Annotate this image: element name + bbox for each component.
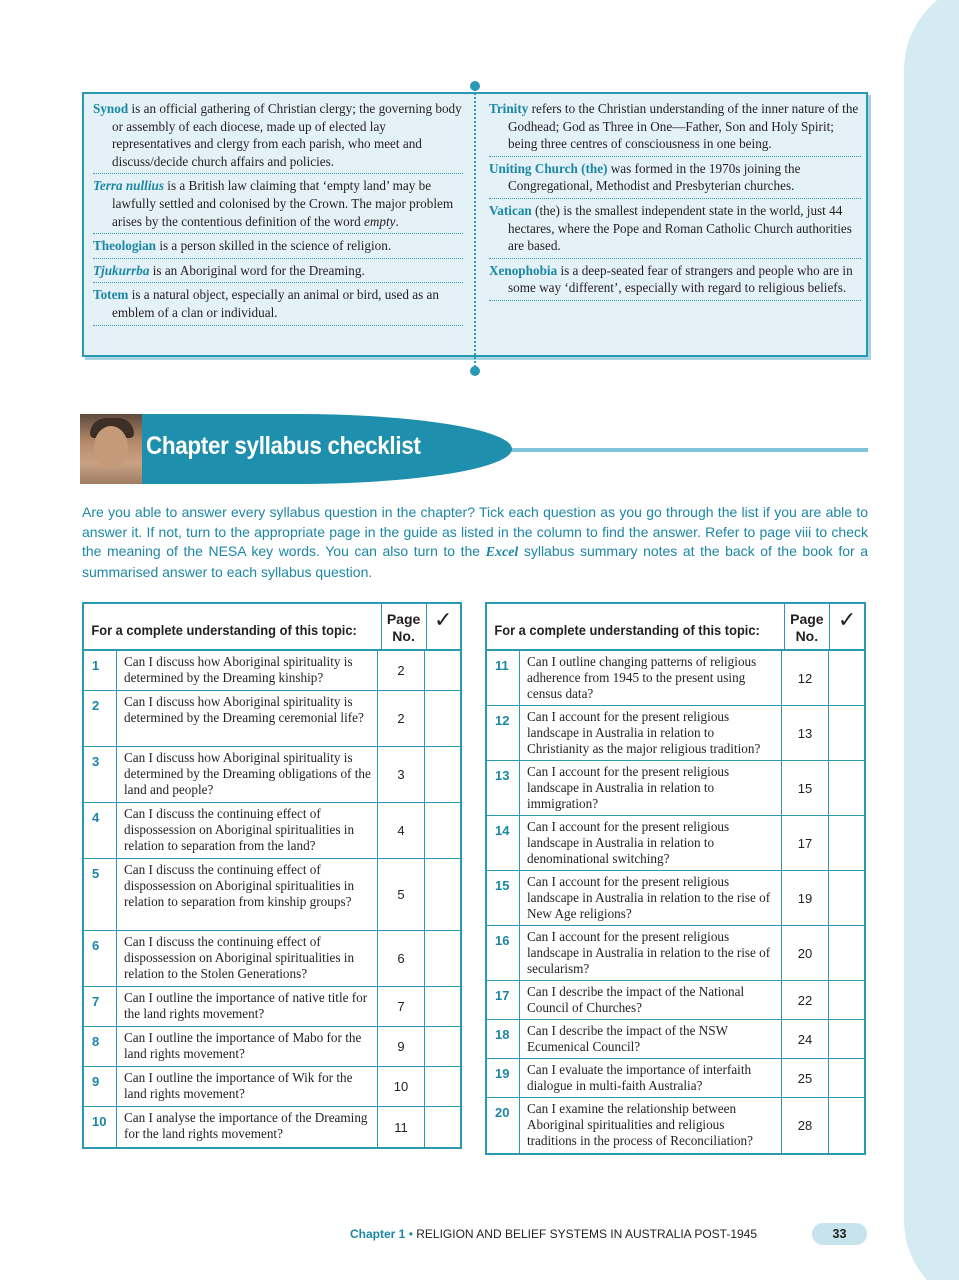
tick-box[interactable] xyxy=(828,816,864,870)
student-photo xyxy=(80,414,142,484)
glossary-term: Totem xyxy=(93,287,129,303)
tick-icon: ✓ xyxy=(426,604,460,649)
page-number: 2 xyxy=(377,691,424,746)
glossary-entry xyxy=(489,100,861,157)
intro-paragraph xyxy=(82,503,868,582)
glossary-emphasis: empty xyxy=(363,213,396,229)
glossary-column-left xyxy=(93,100,463,326)
question-text: Can I discuss the continuing effect of dispossession on Aboriginal spiritualities in relation to separation from the land? xyxy=(124,806,355,853)
page-number: 4 xyxy=(377,803,424,858)
question-number: 14 xyxy=(487,816,520,870)
photo-face xyxy=(94,426,128,468)
table-row xyxy=(487,981,864,1020)
glossary-definition: is an official gathering of Christian clergy; the governing body or assembly of each diocese, made up of elected lay representatives and clergy from each parish, who meet and discuss/decide church affairs and policies. xyxy=(112,101,462,169)
page-number: 5 xyxy=(377,859,424,930)
glossary-term: Uniting Church (the) xyxy=(489,160,608,176)
question-text: Can I discuss how Aboriginal spirituality is determined by the Dreaming ceremonial life? xyxy=(124,694,364,725)
page-number: 13 xyxy=(781,706,828,760)
header-topic: For a complete understanding of this topic: xyxy=(494,622,760,638)
tick-box[interactable] xyxy=(828,1059,864,1097)
glossary-term: Trinity xyxy=(489,101,529,116)
question-text: Can I account for the present religious landscape in Australia in relation to the rise of secularism? xyxy=(527,929,771,976)
glossary-definition: refers to the Christian understanding of the inner nature of the Godhead; God as Three in One—Father, Son and Holy Spirit; being three centres of consciousness in one being. xyxy=(508,101,859,152)
table-row xyxy=(487,871,864,926)
question-number: 19 xyxy=(487,1059,520,1097)
divider-dot-top xyxy=(470,81,480,91)
tick-box[interactable] xyxy=(828,1098,864,1153)
question-number: 5 xyxy=(84,859,117,930)
glossary-definition: is a natural object, especially an animal or bird, used as an emblem of a clan or individual. xyxy=(112,287,439,320)
question-number: 12 xyxy=(487,706,520,760)
table-header xyxy=(487,604,864,651)
question-text: Can I account for the present religious landscape in Australia in relation to the rise of New Age religions? xyxy=(527,874,771,921)
page-number: 17 xyxy=(781,816,828,870)
table-row xyxy=(487,1059,864,1098)
table-row xyxy=(487,1020,864,1059)
glossary-definition: is a British law claiming that ‘empty land’ may be lawfully settled and colonised by the Crown. The major problem arises by the contentious definition of the word xyxy=(112,178,454,229)
page-number: 25 xyxy=(781,1059,828,1097)
glossary-entry xyxy=(93,177,463,234)
intro-text-end: syllabus summary notes at the back of the book for a summarised answer to each syllabus question. xyxy=(82,543,868,580)
table-row xyxy=(84,987,460,1027)
table-row xyxy=(84,747,460,803)
question-number: 15 xyxy=(487,871,520,925)
question-text: Can I discuss how Aboriginal spirituality is determined by the Dreaming kinship? xyxy=(124,654,353,685)
question-number: 2 xyxy=(84,691,117,746)
table-row xyxy=(84,1107,460,1147)
glossary-entry xyxy=(489,202,861,259)
question-text: Can I outline the importance of Wik for the land rights movement? xyxy=(124,1070,353,1101)
question-number: 9 xyxy=(84,1067,117,1106)
tick-icon: ✓ xyxy=(829,604,864,649)
glossary-definition: is a deep-seated fear of strangers and people who are in some way ‘different’, especially with regard to religious beliefs. xyxy=(508,262,853,296)
tick-box[interactable] xyxy=(828,761,864,815)
tick-box[interactable] xyxy=(424,651,460,690)
page-number: 2 xyxy=(377,651,424,690)
question-number: 6 xyxy=(84,931,117,986)
table-row xyxy=(487,1098,864,1153)
footer-title: RELIGION AND BELIEF SYSTEMS IN AUSTRALIA POST-1945 xyxy=(416,1227,758,1241)
glossary-definition: (the) is the smallest independent state in the world, just 44 hectares, where the Pope and Roman Catholic Church authorities are based. xyxy=(508,202,852,254)
page-number: 15 xyxy=(781,761,828,815)
question-text: Can I discuss the continuing effect of dispossession on Aboriginal spiritualities in relation to the Stolen Generations? xyxy=(124,934,355,981)
tick-box[interactable] xyxy=(424,1067,460,1106)
page-number: 22 xyxy=(781,981,828,1019)
question-text: Can I evaluate the importance of interfaith dialogue in multi-faith Australia? xyxy=(527,1062,752,1093)
page-number: 11 xyxy=(377,1107,424,1147)
page-number: 3 xyxy=(377,747,424,802)
table-row xyxy=(84,859,460,931)
question-text: Can I discuss how Aboriginal spirituality is determined by the Dreaming obligations of the land and people? xyxy=(124,750,371,797)
question-number: 1 xyxy=(84,651,117,690)
table-row xyxy=(487,761,864,816)
question-text: Can I outline the importance of Mabo for the land rights movement? xyxy=(124,1030,362,1061)
page-edge-decoration xyxy=(904,0,959,1280)
excel-brand: Excel xyxy=(485,545,519,561)
tick-box[interactable] xyxy=(424,931,460,986)
tick-box[interactable] xyxy=(828,706,864,760)
tick-box[interactable] xyxy=(424,1107,460,1147)
banner-title: Chapter syllabus checklist xyxy=(146,432,421,460)
table-row xyxy=(487,926,864,981)
footer-chapter: Chapter 1 xyxy=(350,1227,406,1241)
question-number: 8 xyxy=(84,1027,117,1066)
glossary-definition: was formed in the 1970s joining the Congregational, Methodist and Presbyterian churches. xyxy=(508,160,801,194)
question-text: Can I describe the impact of the National Council of Churches? xyxy=(527,984,745,1015)
question-number: 13 xyxy=(487,761,520,815)
question-number: 7 xyxy=(84,987,117,1026)
question-number: 18 xyxy=(487,1020,520,1058)
page-number: 7 xyxy=(377,987,424,1026)
question-number: 16 xyxy=(487,926,520,980)
question-number: 20 xyxy=(487,1098,520,1153)
divider-dot-bottom xyxy=(470,366,480,376)
glossary-divider xyxy=(474,86,476,370)
tick-box[interactable] xyxy=(424,803,460,858)
running-footer xyxy=(350,1227,757,1241)
table-row xyxy=(487,706,864,761)
glossary-entry xyxy=(489,262,861,301)
question-text: Can I account for the present religious landscape in Australia in relation to Christianity as the major religious tradition? xyxy=(527,709,761,756)
question-number: 11 xyxy=(487,651,520,705)
glossary-term: Theologian xyxy=(93,238,157,254)
page-number: 6 xyxy=(377,931,424,986)
tick-box[interactable] xyxy=(424,747,460,802)
question-text: Can I examine the relationship between Aboriginal spiritualities and religious traditions in the process of Reconciliation? xyxy=(527,1101,753,1148)
glossary-term: Tjukurrba xyxy=(93,262,150,278)
banner-rule xyxy=(470,448,868,452)
tick-box[interactable] xyxy=(424,987,460,1026)
question-text: Can I account for the present religious landscape in Australia in relation to immigration? xyxy=(527,764,730,811)
header-page-no: Page No. xyxy=(784,604,830,649)
page-number: 24 xyxy=(781,1020,828,1058)
page-number: 19 xyxy=(781,871,828,925)
glossary-term: Synod xyxy=(93,101,129,116)
intro-text: Are you able to answer every syllabus question in the chapter? Tick each question as you go through the list if you are able to answer it. If not, turn to the appropriate page in the guide as listed in the column to find the answer. Refer to page viii to check the meaning of the NESA key words. You can also turn to the xyxy=(82,504,868,560)
question-number: 10 xyxy=(84,1107,117,1147)
question-number: 3 xyxy=(84,747,117,802)
tick-box[interactable] xyxy=(828,651,864,705)
tick-box[interactable] xyxy=(424,859,460,930)
tick-box[interactable] xyxy=(828,871,864,925)
question-text: Can I discuss the continuing effect of dispossession on Aboriginal spiritualities in relation to separation from kinship groups? xyxy=(124,862,355,909)
footer-bullet: • xyxy=(408,1227,413,1241)
checklist-table-left xyxy=(82,602,462,1149)
table-row xyxy=(84,691,460,747)
question-number: 17 xyxy=(487,981,520,1019)
glossary-column-right xyxy=(489,100,861,301)
table-row xyxy=(84,803,460,859)
question-text: Can I describe the impact of the NSW Ecumenical Council? xyxy=(527,1023,728,1054)
page-number: 10 xyxy=(377,1067,424,1106)
header-page-no: Page No. xyxy=(381,604,426,649)
tick-box[interactable] xyxy=(828,926,864,980)
table-row xyxy=(84,931,460,987)
glossary-term: Xenophobia xyxy=(489,262,558,278)
glossary-entry xyxy=(489,160,861,199)
page-number: 12 xyxy=(781,651,828,705)
table-row xyxy=(84,1027,460,1067)
table-row xyxy=(84,651,460,691)
table-header xyxy=(84,604,460,651)
glossary-definition-end: . xyxy=(395,213,399,229)
table-row xyxy=(487,816,864,871)
page-number-badge: 33 xyxy=(812,1223,867,1245)
question-number: 4 xyxy=(84,803,117,858)
table-row xyxy=(487,651,864,706)
page-number: 28 xyxy=(781,1098,828,1153)
glossary-entry xyxy=(93,286,463,325)
glossary-definition: is a person skilled in the science of religion. xyxy=(156,238,392,254)
tick-box[interactable] xyxy=(828,1020,864,1058)
checklist-table-right xyxy=(485,602,866,1155)
chapter-banner xyxy=(80,414,512,484)
question-text: Can I outline the importance of native title for the land rights movement? xyxy=(124,990,368,1021)
question-text: Can I outline changing patterns of religious adherence from 1945 to the present using census data? xyxy=(527,654,757,701)
question-text: Can I account for the present religious landscape in Australia in relation to denominational switching? xyxy=(527,819,730,866)
tick-box[interactable] xyxy=(424,1027,460,1066)
tick-box[interactable] xyxy=(828,981,864,1019)
glossary-entry xyxy=(93,237,463,259)
question-text: Can I analyse the importance of the Dreaming for the land rights movement? xyxy=(124,1110,368,1141)
header-topic: For a complete understanding of this topic: xyxy=(91,622,357,638)
page-number: 9 xyxy=(377,1027,424,1066)
glossary-term: Terra nullius xyxy=(93,178,164,194)
page-number: 20 xyxy=(781,926,828,980)
table-row xyxy=(84,1067,460,1107)
glossary-definition: is an Aboriginal word for the Dreaming. xyxy=(149,262,365,278)
tick-box[interactable] xyxy=(424,691,460,746)
glossary-term: Vatican xyxy=(489,202,532,218)
glossary-entry xyxy=(93,100,463,174)
glossary-entry xyxy=(93,262,463,284)
